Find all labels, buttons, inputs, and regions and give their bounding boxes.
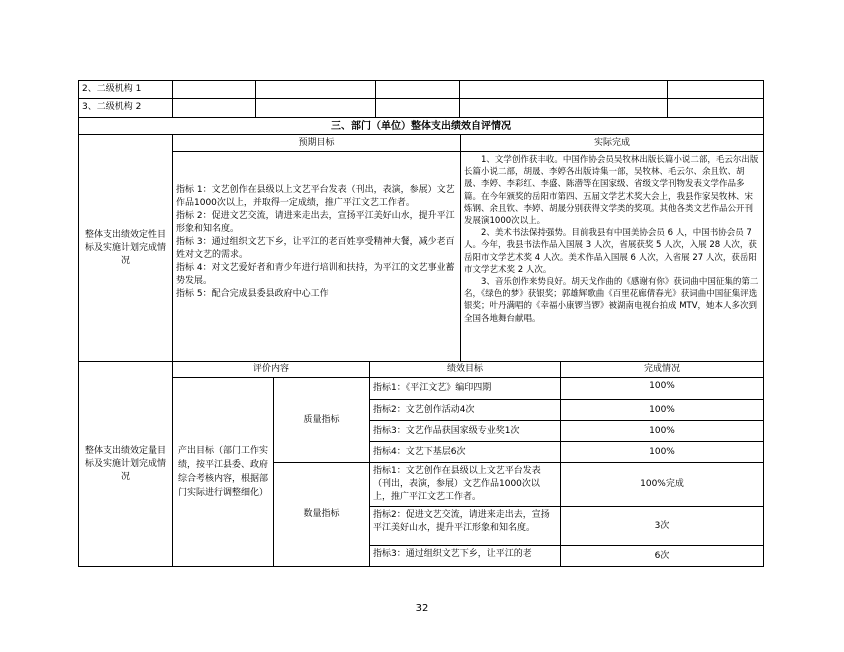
quantity-result: 100%完成 <box>560 462 764 507</box>
quantity-target: 指标1：文艺创作在县级以上文艺平台发表（刊出，表演，参展）文艺作品1000次以上，推广平江文艺工作者。 <box>369 462 561 507</box>
empty-cell <box>459 80 668 99</box>
section-title: 三、部门（单位）整体支出绩效自评情况 <box>78 117 764 135</box>
row-label: 3、二级机构 2 <box>78 98 173 118</box>
empty-cell <box>375 98 460 118</box>
empty-cell <box>459 98 668 118</box>
done-item: 2、美术书法保持强势。目前我县有中国美协会员 6 人，中国书协会员 7 人。今年，我县书法作品入国展 3 人次，省展获奖 5 人次，入展 28 人次，获岳阳市文学艺术奖 4 人次。美术作品入国展 6 人次，入省展 27 人次，获岳阳市文学艺术奖 2 人次。 <box>464 228 757 275</box>
qual-head-done: 实际完成 <box>460 134 764 152</box>
goal-item: 指标 2：促进文艺交流，请进来走出去，宣扬平江美好山水，提升平江形象和知名度。 <box>176 211 455 234</box>
quantity-result: 6次 <box>560 545 764 567</box>
quant-head-target: 绩效目标 <box>369 361 561 378</box>
row-label: 2、二级机构 1 <box>78 80 173 99</box>
quant-left-label: 整体支出绩效定量目标及实施计划完成情况 <box>78 361 173 567</box>
qual-goals <box>172 151 461 362</box>
done-item: 3、音乐创作来势良好。胡天戈作曲的《感谢有你》获词曲中国征集的第二名，《绿色的梦》获银奖；郭雄辉歌曲《百里花廊倩春光》获词曲中国征集评选银奖；叶丹满唱的《幸福小康锣当锣》被湖南电视台拍成 MTV，她本人多次到全国各地舞台献唱。 <box>464 277 759 324</box>
quantity-label: 数量指标 <box>273 462 370 567</box>
quality-label: 质量指标 <box>273 377 370 463</box>
goal-item: 指标 4：对文艺爱好者和青少年进行培训和扶持，为平江的文艺事业蓄势发展。 <box>176 263 455 286</box>
quality-target: 指标4：文艺下基层6次 <box>369 441 561 463</box>
performance-table <box>78 80 764 567</box>
quantity-result: 3次 <box>560 506 764 546</box>
quantity-target: 指标2：促进文艺交流，请进来走出去，宣扬平江美好山水，提升平江形象和知名度。 <box>369 506 561 546</box>
empty-cell <box>255 98 376 118</box>
quality-result: 100% <box>560 420 764 442</box>
empty-cell <box>172 80 256 99</box>
quant-head-result: 完成情况 <box>560 361 764 378</box>
quality-target: 指标3：文艺作品获国家级专业奖1次 <box>369 420 561 442</box>
output-label: 产出目标（部门工作实绩，按平江县委、政府综合考核内容，根据部门实际进行调整细化） <box>172 377 274 567</box>
quantity-target: 指标3：通过组织文艺下乡，让平江的老 <box>369 545 561 567</box>
goal-item: 指标 3：通过组织文艺下乡，让平江的老百姓享受精神大餐，减少老百姓对文艺的需求。 <box>176 237 455 260</box>
goal-item: 指标 1：文艺创作在县级以上文艺平台发表（刊出，表演，参展）文艺作品1000次以上，并取得一定成绩，推广平江文艺工作者。 <box>176 185 455 208</box>
empty-cell <box>375 80 460 99</box>
quality-result: 100% <box>560 441 764 463</box>
quality-target: 指标2：文艺创作活动4次 <box>369 399 561 421</box>
empty-cell <box>667 80 764 99</box>
done-item: 1、文学创作获丰收。中国作协会员吴牧林出版长篇小说二部，毛云尔出版长篇小说二部，胡晟、李婷各出版诗集一部，吴牧林、毛云尔、余且钦、胡晟、李婷、李彩红、李盛、陈潜等在国家级、省级文学刊物发表文学作品多篇。在今年颁奖的岳阳市第四、五届文学艺术奖大会上，我县作家吴牧林、宋炼钢、余且钦、李婷、胡晟分别获得文学类的奖项。其他各类文艺作品公开刊发展演1000次以上。 <box>464 155 759 227</box>
empty-cell <box>255 80 376 99</box>
qual-head-goal: 预期目标 <box>172 134 461 152</box>
quality-target: 指标1：《平江文艺》编印四期 <box>369 377 561 400</box>
goal-item: 指标 5：配合完成县委县政府中心工作 <box>176 289 329 299</box>
quality-result: 100% <box>560 399 764 421</box>
empty-cell <box>667 98 764 118</box>
quant-head-content: 评价内容 <box>172 361 370 378</box>
empty-cell <box>172 98 256 118</box>
qual-done <box>460 151 764 362</box>
quality-result: 100% <box>560 377 764 400</box>
qual-left-label: 整体支出绩效定性目标及实施计划完成情况 <box>78 134 173 362</box>
page-number: 32 <box>415 603 429 614</box>
